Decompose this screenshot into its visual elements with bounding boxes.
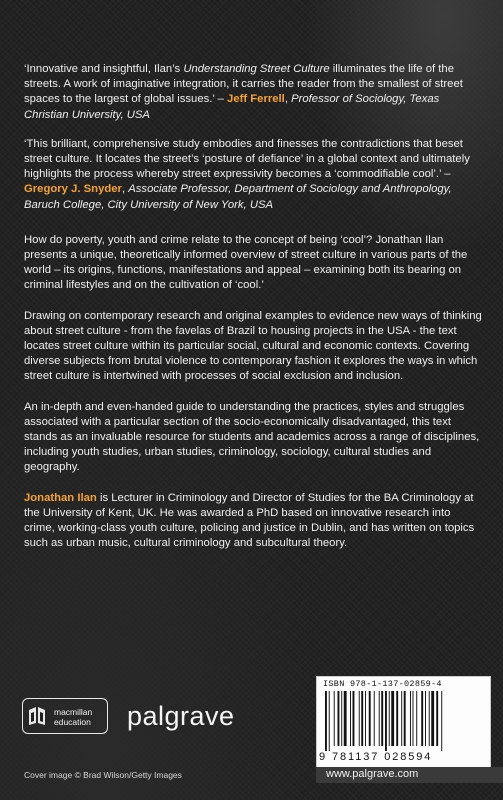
macmillan-education-logo <box>22 698 108 734</box>
macmillan-mark-icon <box>28 706 50 726</box>
isbn-barcode <box>316 676 491 768</box>
barcode-bar <box>389 691 390 746</box>
barcode-bar <box>396 691 398 746</box>
quote-text: ‘This brilliant, comprehensive study embodies and finesses the contradictions that beset street culture. It locates the street’s ‘posture of defiance’ in a global context and ultimately highlights the process whereby street expressivity becomes a ‘commodifiable cool’.’ – <box>24 137 470 181</box>
barcode-bar <box>401 691 402 746</box>
barcode-bar <box>325 691 327 751</box>
quote-author: Jeff Ferrell <box>227 93 285 106</box>
barcode-bar <box>410 691 411 746</box>
barcode-bar <box>353 691 355 746</box>
publisher-url[interactable]: www.palgrave.com <box>326 768 419 780</box>
barcode-bar <box>441 691 442 751</box>
publisher-url-bar <box>316 767 503 783</box>
palgrave-logo: palgrave <box>127 701 235 731</box>
barcode-bar <box>381 691 383 746</box>
barcode-bar <box>429 691 430 746</box>
review-quote-snyder: ‘This brilliant, comprehensive study embodies and finesses the contradictions that beset street culture. It locates the street’s ‘posture of defiance’ in a global context and ultimately highlights the process whereby street expressivity becomes a ‘commodifiable cool’.’ – Gregory J. Snyder, Associate Professor, Department of Sociology and Anthropology, Baruch College, City University of New York, USA <box>24 137 470 211</box>
barcode-bar <box>369 691 371 746</box>
barcode-bar <box>431 691 434 746</box>
barcode-bar <box>329 691 330 751</box>
author-name: Jonathan Ilan <box>24 491 97 504</box>
barcode-bar <box>413 691 414 746</box>
description-paragraph-3: An in-depth and even-handed guide to understanding the practices, styles and struggles associated with a particular section of the socio-economically disadvantaged, this text stands as an invaluable resource for students and academics across a range of disciplines, including youth studies, urban studies, criminology, sociology, cultural studies and geography. <box>24 400 480 474</box>
barcode-bar <box>334 691 335 746</box>
barcode-bar <box>341 691 342 746</box>
isbn-number: ISBN 978-1-137-02859-4 <box>323 679 442 689</box>
blurb <box>24 62 484 566</box>
macmillan-wordmark <box>54 707 92 727</box>
barcode-digits: 9 781137 028594 <box>319 751 433 763</box>
quote-affiliation: Associate Professor, Department of Sociology and Anthropology, Baruch College, City University of New York, USA <box>24 183 452 211</box>
barcode-bar <box>416 691 417 746</box>
author-bio <box>24 491 484 552</box>
book-title: Understanding Street Culture <box>183 63 330 75</box>
review-quote-ferrell: ‘Innovative and insightful, Ilan’s Understanding Street Culture illuminates the life of the streets. A work of imaginative integration, it carries the reader from the smallest of street spaces to the largest of global issues.’ – Jeff Ferrell, Professor of Sociology, Texas Christian University, USA <box>24 63 463 121</box>
barcode-bar <box>421 691 423 746</box>
macmillan-line1: macmillan <box>54 707 93 717</box>
barcode-bar <box>385 691 387 751</box>
description-paragraph-1: How do poverty, youth and crime relate to the concept of being ‘cool’? Jonathan Ilan presents a unique, theoretically informed overview of street culture in various parts of the world – its origins, functions, manifestations and appeal – examining both its bearing on criminal lifestyles and on the cultivation of ‘cool.’ <box>24 233 468 292</box>
quote-author: Gregory J. Snyder <box>24 183 122 196</box>
barcode-bar <box>365 691 366 746</box>
quote-text: ‘Innovative and insightful, Ilan’s <box>24 63 184 75</box>
barcode-bar <box>404 691 406 746</box>
cover-image-credit: Cover image © Brad Wilson/Getty Images <box>24 770 182 780</box>
barcode-bar <box>425 691 426 746</box>
author-bio-text: is Lecturer in Criminology and Director of Studies for the BA Criminology at the University of Kent, UK. He was awarded a PhD based on innovative research into crime, working-class youth culture, policing and justice in Dublin, and has written on topics such as urban music, cultural criminology and subcultural theory. <box>24 491 475 550</box>
macmillan-line2: education <box>54 717 91 727</box>
quote-affiliation: Professor of Sociology, Texas Christian University, USA <box>24 93 440 121</box>
barcode-bars <box>323 691 483 751</box>
barcode-bar <box>344 691 347 746</box>
barcode-bar <box>338 691 340 746</box>
quote-text: illuminates the life of the streets. A work of imaginative integration, it carries the reader from the smallest of street spaces to the largest of global issues.’ – <box>24 63 463 106</box>
barcode-bar <box>361 691 363 746</box>
description-paragraph-2: Drawing on contemporary research and original examples to evidence new ways of thinking about street culture - from the favelas of Brazil to housing projects in the USA - the text locates street culture within its particular social, cultural and economic contexts. Covering diverse subjects from brutal violence to contemporary fashion it explores the ways in which street culture is intertwined with processes of social exclusion and inclusion. <box>24 309 482 383</box>
barcode-bar <box>350 691 351 746</box>
barcode-bar <box>374 691 375 746</box>
barcode-bar <box>359 691 360 746</box>
barcode-bar <box>391 691 394 746</box>
barcode-bar <box>436 691 438 746</box>
barcode-bar <box>379 691 380 746</box>
